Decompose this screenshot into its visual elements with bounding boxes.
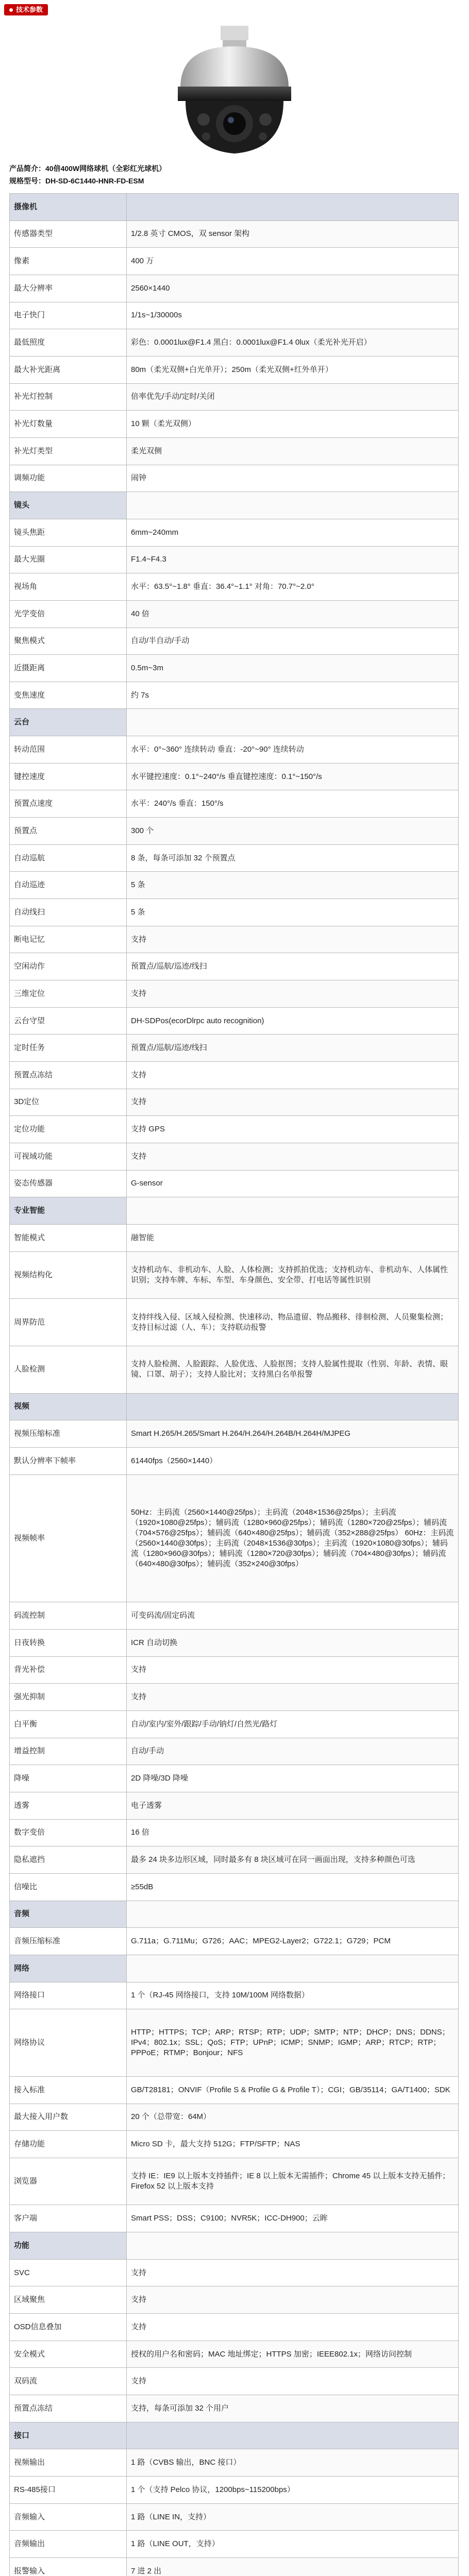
spec-row xyxy=(10,790,459,818)
spec-key: 定位功能 xyxy=(10,1116,127,1143)
section-row xyxy=(10,492,459,519)
spec-key: 最低照度 xyxy=(10,329,127,357)
spec-key: 补光灯数量 xyxy=(10,411,127,438)
spec-row xyxy=(10,655,459,682)
spec-row xyxy=(10,1447,459,1475)
spec-row xyxy=(10,221,459,248)
spec-value: 2D 降噪/3D 降噪 xyxy=(127,1765,459,1792)
spec-key: 音频压缩标准 xyxy=(10,1928,127,1955)
spec-value: 水平：240°/s 垂直：150°/s xyxy=(127,790,459,818)
spec-value: 16 倍 xyxy=(127,1819,459,1846)
spec-value: 61440fps（2560×1440） xyxy=(127,1447,459,1475)
spec-value: 自动/手动 xyxy=(127,1738,459,1765)
spec-key: 白平衡 xyxy=(10,1710,127,1738)
spec-row xyxy=(10,1738,459,1765)
spec-row xyxy=(10,736,459,764)
spec-row xyxy=(10,1873,459,1901)
spec-row xyxy=(10,2158,459,2205)
spec-key: 自动线扫 xyxy=(10,899,127,926)
spec-value: 1 路（LINE IN，支持） xyxy=(127,2503,459,2531)
spec-row xyxy=(10,411,459,438)
spec-value: 自动/室内/室外/跟踪/手动/钠灯/自然光/路灯 xyxy=(127,1710,459,1738)
spec-value: 50Hz：主码流（2560×1440@25fps）；主码流（2048×1536@25fps）；主码流（1920×1080@25fps）；辅码流（1280×960@25fps）；辅码流（1280×720@25fps）；辅码流（704×576@25fps）；辅码流（640×480@25fps）；辅码流（352×288@25fps） 60Hz：主码流（2560×1440@30fps）；主码流（2048×1536@30fps）；主码流（1920×1080@30fps）；辅码流（1280×960@30fps）；辅码流（1280×720@30fps）；辅码流（704×480@30fps）；辅码流（640×480@30fps）；辅码流（352×240@30fps） xyxy=(127,1475,459,1602)
spec-row xyxy=(10,573,459,601)
spec-key: 电子快门 xyxy=(10,302,127,329)
section-row xyxy=(10,1393,459,1420)
spec-value: 10 颗（柔光双侧） xyxy=(127,411,459,438)
spec-value: 支持 GPS xyxy=(127,1116,459,1143)
section-row xyxy=(10,2422,459,2449)
spec-row xyxy=(10,2368,459,2395)
spec-row xyxy=(10,1792,459,1819)
spec-key: 视频结构化 xyxy=(10,1251,127,1299)
spec-key: 存储功能 xyxy=(10,2131,127,2158)
spec-key: 预置点冻结 xyxy=(10,1062,127,1089)
spec-row xyxy=(10,872,459,899)
spec-row xyxy=(10,2558,459,2576)
spec-row xyxy=(10,2395,459,2422)
spec-row xyxy=(10,2205,459,2232)
section-title: 镜头 xyxy=(10,492,127,519)
spec-key: 变焦速度 xyxy=(10,682,127,709)
section-row xyxy=(10,1955,459,1982)
spec-value: 水平：63.5°~1.8° 垂直：36.4°~1.1° 对角：70.7°~2.0° xyxy=(127,573,459,601)
spec-row xyxy=(10,818,459,845)
spec-row xyxy=(10,1299,459,1346)
spec-key: 客户端 xyxy=(10,2205,127,2232)
spec-value: 柔光双侧 xyxy=(127,437,459,465)
spec-value: 支持 xyxy=(127,1062,459,1089)
spec-row xyxy=(10,1089,459,1116)
spec-row xyxy=(10,1819,459,1846)
spec-key: 键控速度 xyxy=(10,763,127,790)
spec-key: 强光抑制 xyxy=(10,1684,127,1711)
spec-row xyxy=(10,980,459,1008)
spec-row xyxy=(10,2076,459,2104)
spec-value: 1 路（LINE OUT，支持） xyxy=(127,2531,459,2558)
spec-value xyxy=(127,1393,459,1420)
spec-row xyxy=(10,953,459,980)
spec-row xyxy=(10,926,459,953)
spec-value: G.711a；G.711Mu；G726；AAC；MPEG2-Layer2；G722.1；G729；PCM xyxy=(127,1928,459,1955)
spec-row xyxy=(10,899,459,926)
spec-value: 1/1s~1/30000s xyxy=(127,302,459,329)
spec-value: 支持，每条可添加 32 个用户 xyxy=(127,2395,459,2422)
spec-row xyxy=(10,329,459,357)
spec-row xyxy=(10,356,459,383)
spec-value: 2560×1440 xyxy=(127,275,459,302)
spec-value xyxy=(127,1901,459,1928)
spec-value xyxy=(127,194,459,221)
spec-value: Micro SD 卡，最大支持 512G；FTP/SFTP；NAS xyxy=(127,2131,459,2158)
spec-key: 音频输入 xyxy=(10,2503,127,2531)
section-title: 接口 xyxy=(10,2422,127,2449)
spec-value: 20 个（总带宽：64M） xyxy=(127,2104,459,2131)
spec-value: G-sensor xyxy=(127,1170,459,1197)
spec-row xyxy=(10,383,459,411)
spec-row xyxy=(10,1346,459,1393)
spec-row xyxy=(10,1224,459,1251)
spec-key: 最大光圈 xyxy=(10,546,127,573)
spec-value: 电子透雾 xyxy=(127,1792,459,1819)
spec-row xyxy=(10,1982,459,2009)
spec-row xyxy=(10,682,459,709)
spec-value: 支持 xyxy=(127,2314,459,2341)
spec-row xyxy=(10,763,459,790)
spec-value: 支持 xyxy=(127,926,459,953)
spec-row xyxy=(10,1846,459,1874)
spec-value: 300 个 xyxy=(127,818,459,845)
spec-key: 视频压缩标准 xyxy=(10,1420,127,1448)
product-meta xyxy=(9,162,458,187)
spec-row xyxy=(10,1656,459,1684)
spec-row xyxy=(10,1602,459,1630)
spec-key: 默认分辨率下帧率 xyxy=(10,1447,127,1475)
spec-value: 80m（柔光双侧+白光单开）；250m（柔光双侧+红外单开） xyxy=(127,356,459,383)
spec-value: 融智能 xyxy=(127,1224,459,1251)
spec-value xyxy=(127,1197,459,1225)
spec-key: 音频输出 xyxy=(10,2531,127,2558)
spec-row xyxy=(10,519,459,546)
spec-value: 支持 xyxy=(127,2368,459,2395)
spec-value: 支持 xyxy=(127,1089,459,1116)
spec-row xyxy=(10,1007,459,1035)
spec-value: 支持 xyxy=(127,2259,459,2286)
spec-key: 镜头焦距 xyxy=(10,519,127,546)
spec-row xyxy=(10,437,459,465)
spec-value: 支持人脸检测、人脸跟踪、人脸优选、人脸抠图；支持人脸属性提取（性别、年龄、表情、眼镜、口罩、胡子）；支持人脸比对；支持黑白名单报警 xyxy=(127,1346,459,1393)
spec-value: 可变码流/固定码流 xyxy=(127,1602,459,1630)
spec-key: 降噪 xyxy=(10,1765,127,1792)
spec-key: 双码流 xyxy=(10,2368,127,2395)
spec-key: 自动巡航 xyxy=(10,844,127,872)
spec-value: 支持 IE：IE9 以上版本支持插件；IE 8 以上版本无需插件；Chrome 45 以上版本支持无插件；Firefox 52 以上版本支持 xyxy=(127,2158,459,2205)
spec-key: 隐私遮挡 xyxy=(10,1846,127,1874)
spec-row xyxy=(10,2286,459,2314)
spec-value: 支持绊线入侵、区域入侵检测、快速移动、物品遗留、物品搬移、徘徊检测、人员聚集检测；支持目标过滤（人、车）；支持联动报警 xyxy=(127,1299,459,1346)
spec-row xyxy=(10,1170,459,1197)
spec-row xyxy=(10,1116,459,1143)
spec-key: 断电记忆 xyxy=(10,926,127,953)
spec-key: 近摄距离 xyxy=(10,655,127,682)
spec-value: 倍率优先/手动/定时/关闭 xyxy=(127,383,459,411)
section-title: 云台 xyxy=(10,709,127,736)
spec-value xyxy=(127,1955,459,1982)
spec-key: 调频功能 xyxy=(10,465,127,492)
spec-row xyxy=(10,2449,459,2477)
spec-row xyxy=(10,1684,459,1711)
spec-row xyxy=(10,275,459,302)
section-title: 摄像机 xyxy=(10,194,127,221)
spec-row xyxy=(10,248,459,275)
spec-key: 转动范围 xyxy=(10,736,127,764)
spec-value: 彩色：0.0001lux@F1.4 黑白：0.0001lux@F1.4 0lux（柔光补光开启） xyxy=(127,329,459,357)
spec-key: 传感器类型 xyxy=(10,221,127,248)
spec-row xyxy=(10,600,459,628)
spec-key: 最大补光距离 xyxy=(10,356,127,383)
spec-value: 水平键控速度：0.1°~240°/s 垂直键控速度：0.1°~150°/s xyxy=(127,763,459,790)
spec-value: HTTP；HTTPS；TCP；ARP；RTSP；RTP；UDP；SMTP；NTP；DHCP；DNS；DDNS；IPv4；802.1x；SSL；QoS；FTP；UPnP；ICMP；SNMP；IGMP；ARP；RTCP；RTP；PPPoE；RTMP；Bonjour；NFS xyxy=(127,2009,459,2077)
spec-row xyxy=(10,2104,459,2131)
spec-key: 透雾 xyxy=(10,1792,127,1819)
spec-value xyxy=(127,2422,459,2449)
section-badge xyxy=(4,4,48,15)
spec-key: 最大分辨率 xyxy=(10,275,127,302)
spec-table-body xyxy=(10,194,459,2576)
spec-row xyxy=(10,1710,459,1738)
spec-key: 网络协议 xyxy=(10,2009,127,2077)
section-title: 视频 xyxy=(10,1393,127,1420)
spec-value: ≥55dB xyxy=(127,1873,459,1901)
spec-value: 水平：0°~360° 连续转动 垂直：-20°~90° 连续转动 xyxy=(127,736,459,764)
spec-key: 增益控制 xyxy=(10,1738,127,1765)
spec-key: 姿态传感器 xyxy=(10,1170,127,1197)
spec-value xyxy=(127,492,459,519)
spec-row xyxy=(10,1251,459,1299)
spec-key: 智能模式 xyxy=(10,1224,127,1251)
spec-value: 约 7s xyxy=(127,682,459,709)
spec-value: DH-SDPos(ecorDlrpc auto recognition) xyxy=(127,1007,459,1035)
spec-key: 预置点速度 xyxy=(10,790,127,818)
spec-key: 视频帧率 xyxy=(10,1475,127,1602)
section-title: 专业智能 xyxy=(10,1197,127,1225)
spec-key: 可视域功能 xyxy=(10,1143,127,1170)
spec-value: ICR 自动切换 xyxy=(127,1629,459,1656)
spec-row xyxy=(10,465,459,492)
spec-row xyxy=(10,1475,459,1602)
spec-key: 3D定位 xyxy=(10,1089,127,1116)
spec-value: 40 倍 xyxy=(127,600,459,628)
spec-key: 光学变倍 xyxy=(10,600,127,628)
spec-value: 支持机动车、非机动车、人脸、人体检测；支持抓拍优选；支持机动车、非机动车、人体属性识别；支持车牌、车标、车型、车身颜色、安全带、打电话等属性识别 xyxy=(127,1251,459,1299)
spec-value: 1/2.8 英寸 CMOS，双 sensor 架构 xyxy=(127,221,459,248)
spec-key: 像素 xyxy=(10,248,127,275)
spec-value: 8 条，每条可添加 32 个预置点 xyxy=(127,844,459,872)
spec-key: RS-485接口 xyxy=(10,2477,127,2504)
spec-value: 1 个（支持 Pelco 协议，1200bps~115200bps） xyxy=(127,2477,459,2504)
spec-row xyxy=(10,844,459,872)
section-row xyxy=(10,1901,459,1928)
product-line: 产品简介：40倍400W网络球机（全彩红光球机） xyxy=(9,164,166,173)
spec-value: 6mm~240mm xyxy=(127,519,459,546)
spec-key: 安全模式 xyxy=(10,2341,127,2368)
spec-row xyxy=(10,1062,459,1089)
spec-value: 5 条 xyxy=(127,899,459,926)
spec-value: 支持 xyxy=(127,1656,459,1684)
spec-value: 支持 xyxy=(127,2286,459,2314)
spec-value: 0.5m~3m xyxy=(127,655,459,682)
section-row xyxy=(10,2232,459,2260)
spec-row xyxy=(10,2531,459,2558)
spec-value: 支持 xyxy=(127,1684,459,1711)
spec-value: Smart PSS；DSS；C9100；NVR5K；ICC-DH900；云眸 xyxy=(127,2205,459,2232)
product-model: 规格型号：DH-SD-6C1440-HNR-FD-ESM xyxy=(9,177,144,185)
spec-row xyxy=(10,2314,459,2341)
spec-key: 背光补偿 xyxy=(10,1656,127,1684)
spec-key: 补光灯控制 xyxy=(10,383,127,411)
spec-value: 1 个（RJ-45 网络接口，支持 10M/100M 网络数据） xyxy=(127,1982,459,2009)
spec-key: 最大接入用户数 xyxy=(10,2104,127,2131)
spec-value: 自动/半自动/手动 xyxy=(127,628,459,655)
spec-key: 三维定位 xyxy=(10,980,127,1008)
product-image xyxy=(103,26,366,160)
spec-table xyxy=(9,193,459,2576)
spec-value: 支持 xyxy=(127,980,459,1008)
spec-row xyxy=(10,1420,459,1448)
spec-row xyxy=(10,2131,459,2158)
spec-key: 预置点 xyxy=(10,818,127,845)
spec-row xyxy=(10,2259,459,2286)
section-title: 音频 xyxy=(10,1901,127,1928)
spec-key: 报警输入 xyxy=(10,2558,127,2576)
section-row xyxy=(10,194,459,221)
spec-key: 预置点冻结 xyxy=(10,2395,127,2422)
spec-key: 接入标准 xyxy=(10,2076,127,2104)
spec-value: 预置点/巡航/巡迹/线扫 xyxy=(127,953,459,980)
spec-row xyxy=(10,2009,459,2077)
section-title: 网络 xyxy=(10,1955,127,1982)
spec-key: 云台守望 xyxy=(10,1007,127,1035)
spec-key: 网络接口 xyxy=(10,1982,127,2009)
spec-row xyxy=(10,1629,459,1656)
spec-row xyxy=(10,302,459,329)
spec-row xyxy=(10,1143,459,1170)
spec-row xyxy=(10,628,459,655)
spec-value: F1.4~F4.3 xyxy=(127,546,459,573)
bullet-icon xyxy=(9,8,13,12)
spec-value: 闹钟 xyxy=(127,465,459,492)
spec-key: 浏览器 xyxy=(10,2158,127,2205)
section-row xyxy=(10,1197,459,1225)
spec-key: 视场角 xyxy=(10,573,127,601)
spec-value: 400 万 xyxy=(127,248,459,275)
spec-value: 预置点/巡航/巡迹/线扫 xyxy=(127,1035,459,1062)
spec-key: 聚焦模式 xyxy=(10,628,127,655)
spec-key: OSD信息叠加 xyxy=(10,2314,127,2341)
spec-row xyxy=(10,1765,459,1792)
spec-value: GB/T28181；ONVIF（Profile S & Profile G & Profile T）；CGI；GB/35114；GA/T1400；SDK xyxy=(127,2076,459,2104)
spec-value: 最多 24 块多边形区域，同时最多有 8 块区域可在同一画面出现，支持多种颜色可选 xyxy=(127,1846,459,1874)
spec-key: 自动巡迹 xyxy=(10,872,127,899)
spec-row xyxy=(10,1928,459,1955)
spec-key: 人脸检测 xyxy=(10,1346,127,1393)
spec-key: 补光灯类型 xyxy=(10,437,127,465)
spec-row xyxy=(10,1035,459,1062)
spec-value xyxy=(127,2232,459,2260)
spec-value xyxy=(127,709,459,736)
spec-key: 视频输出 xyxy=(10,2449,127,2477)
spec-value: 支持 xyxy=(127,1143,459,1170)
spec-row xyxy=(10,2503,459,2531)
spec-row xyxy=(10,546,459,573)
spec-key: 空闲动作 xyxy=(10,953,127,980)
spec-key: 信噪比 xyxy=(10,1873,127,1901)
spec-key: 日夜转换 xyxy=(10,1629,127,1656)
spec-value: 5 条 xyxy=(127,872,459,899)
spec-row xyxy=(10,2477,459,2504)
spec-value: 授权的用户名和密码；MAC 地址绑定；HTTPS 加密；IEEE802.1x；网络访问控制 xyxy=(127,2341,459,2368)
spec-row xyxy=(10,2341,459,2368)
section-row xyxy=(10,709,459,736)
spec-value: 1 路（CVBS 输出，BNC 接口） xyxy=(127,2449,459,2477)
section-title: 功能 xyxy=(10,2232,127,2260)
spec-value: 7 进 2 出 xyxy=(127,2558,459,2576)
badge-label: 技术参数 xyxy=(16,6,43,13)
spec-key: 区域聚焦 xyxy=(10,2286,127,2314)
spec-key: 数字变倍 xyxy=(10,1819,127,1846)
spec-key: 码流控制 xyxy=(10,1602,127,1630)
spec-key: 周界防范 xyxy=(10,1299,127,1346)
spec-value: Smart H.265/H.265/Smart H.264/H.264/H.264B/H.264H/MJPEG xyxy=(127,1420,459,1448)
ptz-camera-illustration xyxy=(103,26,366,160)
spec-key: 定时任务 xyxy=(10,1035,127,1062)
spec-key: SVC xyxy=(10,2259,127,2286)
